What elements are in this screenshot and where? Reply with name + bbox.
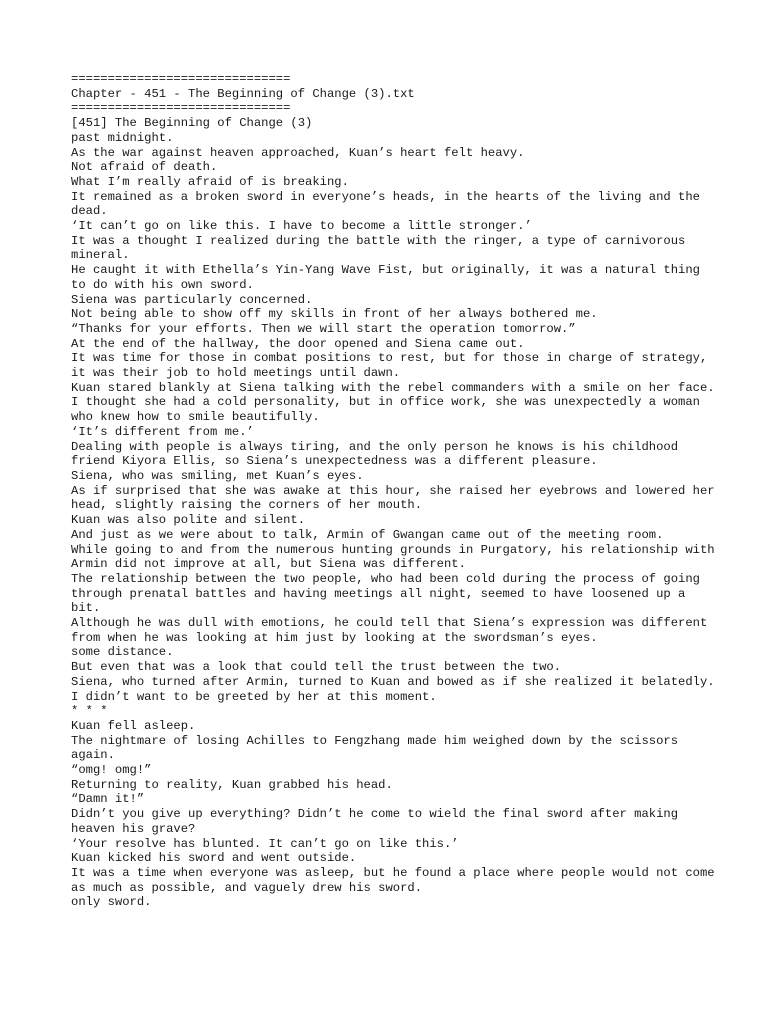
- text-line: The nightmare of losing Achilles to Fengzhang made him weighed down by the scissors again.: [71, 733, 686, 763]
- document-text: [71, 72, 721, 910]
- text-line: Kuan fell asleep.: [71, 718, 196, 733]
- text-line: I didn’t want to be greeted by her at this moment.: [71, 689, 437, 704]
- text-line: some distance.: [71, 645, 174, 660]
- text-line: “Thanks for your efforts. Then we will start the operation tomorrow.”: [71, 321, 576, 336]
- text-line: Not afraid of death.: [71, 160, 218, 175]
- text-line: Kuan kicked his sword and went outside.: [71, 851, 357, 866]
- text-line: Not being able to show off my skills in front of her always bothered me.: [71, 307, 598, 322]
- file-title: Chapter - 451 - The Beginning of Change (3).txt: [71, 86, 415, 101]
- text-line: “Damn it!”: [71, 792, 145, 807]
- text-line: Dealing with people is always tiring, and the only person he knows is his childhood friend Kiyora Ellis, so Siena’s unexpectedness was a different pleasure.: [71, 439, 686, 469]
- scene-break: * * *: [71, 704, 108, 719]
- text-line: And just as we were about to talk, Armin of Gwangan came out of the meeting room.: [71, 527, 664, 542]
- text-line: It was time for those in combat positions to rest, but for those in charge of strategy, it was their job to hold meetings until dawn.: [71, 351, 715, 381]
- text-line: But even that was a look that could tell the trust between the two.: [71, 660, 562, 675]
- text-line: As the war against heaven approached, Kuan’s heart felt heavy.: [71, 145, 525, 160]
- text-line: It was a thought I realized during the battle with the ringer, a type of carnivorous mineral.: [71, 233, 693, 263]
- text-line: He caught it with Ethella’s Yin-Yang Wave Fist, but originally, it was a natural thing to do with his own sword.: [71, 263, 708, 292]
- text-line: Siena, who turned after Armin, turned to Kuan and bowed as if she realized it belatedly.: [71, 674, 715, 689]
- header-rule-bottom: ==============================: [71, 101, 291, 116]
- text-line: Didn’t you give up everything? Didn’t he come to wield the final sword after making heaven his grave?: [71, 807, 686, 836]
- text-line: ‘It’s different from me.’: [71, 424, 254, 439]
- header-rule-top: ==============================: [71, 72, 291, 86]
- text-line: past midnight.: [71, 130, 174, 145]
- text-line: I thought she had a cold personality, but in office work, she was unexpectedly a woman who knew how to smile beautifully.: [71, 395, 708, 425]
- text-line: Returning to reality, Kuan grabbed his head.: [71, 777, 393, 792]
- chapter-heading: [451] The Beginning of Change (3): [71, 116, 313, 131]
- text-line: As if surprised that she was awake at this hour, she raised her eyebrows and lowered her head, slightly raising the corners of her mouth.: [71, 483, 722, 513]
- text-line: “omg! omg!”: [71, 763, 152, 778]
- text-line: The relationship between the two people, who had been cold during the process of going through prenatal battles and having meetings all night, seemed to have loosened up a bit.: [71, 571, 708, 616]
- text-line: What I’m really afraid of is breaking.: [71, 174, 349, 189]
- text-line: ‘It can’t go on like this. I have to become a little stronger.’: [71, 219, 532, 234]
- text-line: Siena was particularly concerned.: [71, 292, 313, 307]
- text-line: It was a time when everyone was asleep, but he found a place where people would not come as much as possible, and vaguely drew his sword.: [71, 865, 722, 895]
- text-line: Siena, who was smiling, met Kuan’s eyes.: [71, 468, 364, 483]
- text-line: It remained as a broken sword in everyone’s heads, in the hearts of the living and the dead.: [71, 189, 708, 219]
- text-line: While going to and from the numerous hunting grounds in Purgatory, his relationship with Armin did not improve at all, but Siena was different.: [71, 542, 722, 572]
- text-line: only sword.: [71, 895, 152, 910]
- text-line: Kuan was also polite and silent.: [71, 513, 306, 528]
- text-line: Although he was dull with emotions, he could tell that Siena’s expression was different from when he was looking at him just by looking at the swordsman’s eyes.: [71, 616, 715, 645]
- text-line: ‘Your resolve has blunted. It can’t go on like this.’: [71, 836, 459, 851]
- text-line: Kuan stared blankly at Siena talking with the rebel commanders with a smile on her face.: [71, 380, 715, 395]
- text-line: At the end of the hallway, the door opened and Siena came out.: [71, 336, 525, 351]
